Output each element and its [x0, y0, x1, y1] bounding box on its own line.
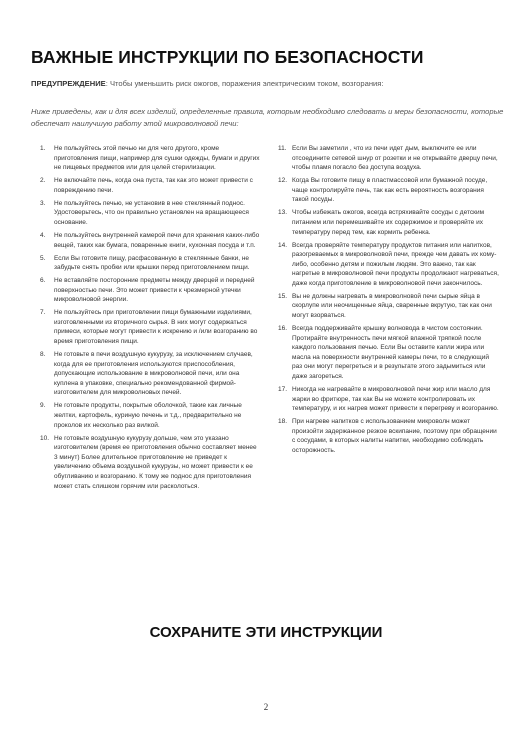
item-number: 8.: [40, 351, 46, 359]
instruction-item-14: [278, 241, 500, 289]
item-number: 9.: [40, 402, 46, 410]
item-number: 11.: [278, 145, 287, 152]
instruction-item-11: [278, 144, 500, 173]
item-text: Не вставляйте посторонние предметы между дверцей и передней поверхностью печи. Это может привести к чрезмерной утечки микроволновой энергии.: [54, 277, 255, 304]
instruction-item-6: [40, 276, 262, 305]
instruction-item-8: [40, 350, 262, 398]
warning-line: [31, 79, 506, 88]
item-number: 7.: [40, 309, 46, 317]
instructions-left-column: [40, 144, 262, 495]
item-number: 2.: [40, 177, 46, 185]
instructions-right-column: [278, 144, 500, 459]
item-text: Не готовьте продукты, покрытые оболочкой, такие как личные желтки, картофель, куриную печень и т.д., предварительно не проколов их несколько раз вилкой.: [54, 402, 242, 429]
item-text: Не пользуйтесь этой печью ни для чего другого, кроме приготовления пищи, например для сушки одежды, бумаги и других не пищевых предметов или для целей стерилизации.: [54, 145, 260, 172]
item-text: Никогда не нагревайте в микроволновой печи жир или масло для жарки во фритюре, так как Вы не можете контролировать их температуру, и их нагрев может привести к перегреву и возгоранию.: [292, 386, 499, 413]
instruction-item-17: [278, 385, 500, 414]
instruction-item-5: [40, 254, 262, 273]
warning-text: : Чтобы уменьшить риск ожогов, поражения электрическим током, возгорания:: [105, 79, 384, 88]
item-number: 14.: [278, 241, 288, 249]
item-text: Не готовьте воздушную кукурузу дольше, чем это указано изготовителем (время ее приготовления обычно составляет менее 3 минут) Более длительное приготовление не приведет к увеличению объема воздушной кукурузы, но может привести к ее обугливанию и возгоранию. К тому же поднос для приготовления может стать слишком горячим или расколоться.: [54, 434, 257, 490]
instruction-item-2: [40, 176, 262, 195]
item-text: Не пользуйтесь внутренней камерой печи для хранения каких-либо вещей, таких как бумага, поваренные книги, кухонная посуда и т.п.: [54, 231, 260, 249]
instruction-item-9: [40, 401, 262, 430]
item-text: Не пользуйтесь печью, не установив в нее стеклянный поднос. Удостоверьтесь, что он правильно установлен на вращающееся основание.: [54, 199, 249, 226]
page-title: ВАЖНЫЕ ИНСТРУКЦИИ ПО БЕЗОПАСНОСТИ: [31, 47, 424, 67]
item-text: Всегда поддерживайте крышку волновода в чистом состоянии. Протирайте внутренность печи мягкой влажной тряпкой после каждого пользования печью. Если Вы оставите капли жира или масла на поверхности внутренней камеры печи, то в следующий раз они могут перегреться и в результате этого задымиться или даже загореться.: [292, 325, 490, 381]
item-number: 4.: [40, 231, 46, 239]
instruction-item-3: [40, 199, 262, 228]
item-number: 15.: [278, 292, 288, 300]
item-number: 1.: [40, 145, 46, 152]
instruction-item-18: [278, 417, 500, 455]
item-text: Если Вы готовите пищу, расфасованную в стеклянные банки, не забудьте снять пробки или крышки перед приготовлением пищи.: [54, 254, 250, 272]
item-text: Всегда проверяйте температуру продуктов питания или напитков, разогреваемых в микроволновой печи, прежде чем давать их кому-либо, особенно детям и пожилым людям. Это важно, так как нагретые в микроволновой печи продукты продолжают нагреваться, даже когда приготовление в микроволновой печи закончилось.: [292, 241, 499, 287]
item-number: 13.: [278, 209, 288, 217]
instruction-item-4: [40, 231, 262, 250]
page-number: 2: [263, 702, 269, 712]
item-text: При нагреве напитков с использованием микроволн может произойти задержанное резкое вскипание, поэтому при обращении с сосудами, в которых налиты напитки, необходимо соблюдать осторожность.: [292, 418, 497, 454]
item-text: Чтобы избежать ожогов, всегда встряхивайте сосуды с детским питанием или перемешивайте их содержимое и проверяйте их температуру перед тем, как кормить ребенка.: [292, 209, 485, 236]
item-text: Вы не должны нагревать в микроволновой печи сырые яйца в скорлупе или неочищенные яйца, сваренные вкрутую, так как они могут взорваться.: [292, 292, 492, 320]
item-text: Не готовьте в печи воздушную кукурузу, за исключением случаев, когда для ее приготовления используются приспособления, допускающие использование в микроволновой печи, или она куплена в упаковке, специально рекомендованной фирмой-изготовителем для микроволновых печей.: [54, 351, 253, 397]
item-number: 18.: [278, 418, 288, 426]
instruction-item-1: [40, 144, 262, 173]
instruction-item-16: [278, 324, 500, 382]
instruction-item-10: [40, 434, 262, 492]
instruction-item-7: [40, 308, 262, 346]
instruction-item-13: [278, 208, 500, 237]
item-text: Не включайте печь, когда она пуста, так как это может привести с повреждению печи.: [54, 177, 253, 194]
item-number: 16.: [278, 325, 288, 333]
item-number: 17.: [278, 386, 288, 393]
item-number: 10.: [40, 434, 50, 442]
item-text: Если Вы заметили , что из печи идет дым, выключите ее или отсоедините сетевой шнур от розетки и не открывайте дверцу печи, чтобы пламя погасло без доступа воздуха.: [292, 145, 498, 172]
save-instructions-heading: СОХРАНИТЕ ЭТИ ИНСТРУКЦИИ: [149, 624, 383, 641]
item-number: 3.: [40, 199, 46, 207]
item-text: Не пользуйтесь при приготовлении пищи бумажными изделиями, изготовленными из вторичного сырья. В них могут содержаться примеси, которые могут привести к искрению и /или возгоранию во время приготовления пищи.: [54, 309, 258, 346]
item-number: 6.: [40, 277, 46, 285]
item-number: 5.: [40, 254, 46, 262]
item-number: 12.: [278, 177, 288, 185]
warning-label: ПРЕДУПРЕЖДЕНИЕ: [31, 79, 106, 88]
item-text: Когда Вы готовите пищу в пластмассовой или бумажной посуде, чаще контролируйте печь, так как есть вероятность возгорания такой посуды.: [292, 177, 488, 204]
instruction-item-15: [278, 292, 500, 321]
instruction-item-12: [278, 176, 500, 205]
intro-paragraph: Ниже приведены, как и для всех изделий, определенные правила, которым необходимо следовать и меры безопасности, которые обеспечат наилучшую работу этой микроволновой печи:: [31, 107, 504, 128]
